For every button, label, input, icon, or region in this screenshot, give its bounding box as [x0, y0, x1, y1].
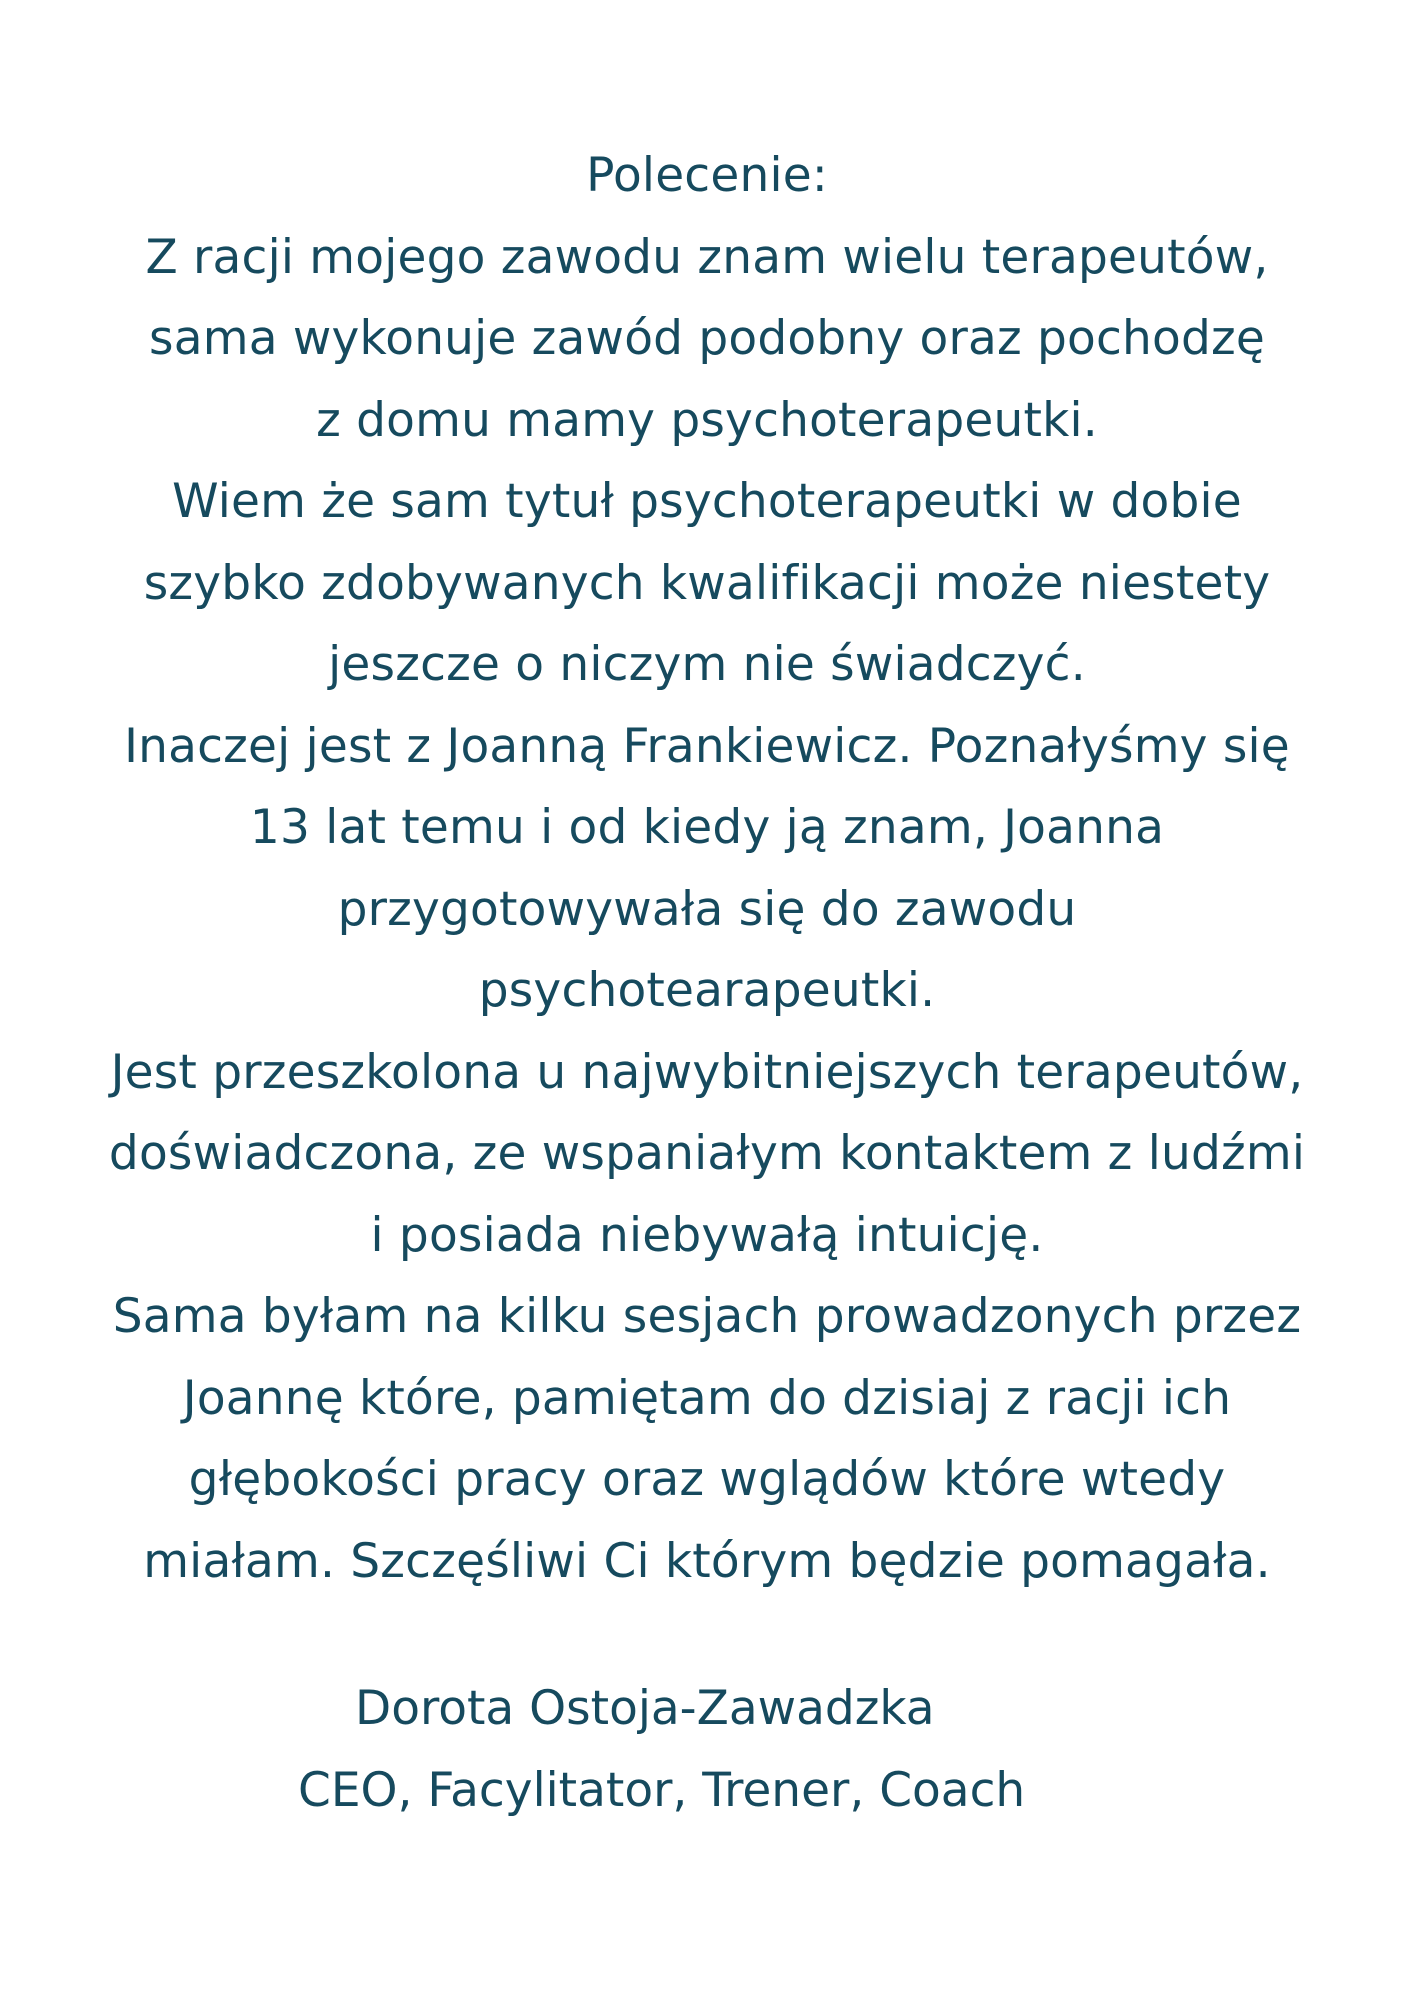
letter-line: doświadczona, ze wspaniałym kontaktem z ludźmi: [108, 1126, 1306, 1181]
letter-line: głębokości pracy oraz wglądów które wtedy: [188, 1452, 1226, 1507]
letter-line: miałam. Szczęśliwi Ci którym będzie pomagała.: [143, 1533, 1271, 1589]
letter-line: przygotowywała się do zawodu: [337, 881, 1077, 937]
signature-role: CEO, Facylitator, Trener, Coach: [298, 1762, 1026, 1818]
letter-heading: Polecenie:: [586, 148, 828, 203]
letter-line: sama wykonuje zawód podobny oraz pochodzę: [149, 311, 1265, 366]
recommendation-letter: [40, 135, 1374, 1602]
letter-line: jeszcze o niczym nie świadczyć.: [328, 637, 1086, 692]
letter-line: Inaczej jest z Joanną Frankiewicz. Poznałyśmy się: [124, 718, 1290, 774]
letter-line: Z racji mojego zawodu znam wielu terapeutów,: [145, 229, 1269, 285]
letter-line: Joannę które, pamiętam do dzisiaj z racji ich: [182, 1370, 1232, 1426]
letter-line: Wiem że sam tytuł psychoterapeutki w dobie: [172, 474, 1242, 529]
letter-line: i posiada niebywałą intuicję.: [370, 1207, 1044, 1263]
letter-line: szybko zdobywanych kwalifikacji może niestety: [143, 555, 1271, 611]
letter-line: z domu mamy psychoterapeutki.: [316, 392, 1098, 448]
signature-name: Dorota Ostoja-Zawadzka: [355, 1681, 935, 1736]
letter-line: 13 lat temu i od kiedy ją znam, Joanna: [249, 800, 1165, 855]
letter-line: psychotearapeutki.: [478, 963, 936, 1018]
letter-line: Sama byłam na kilku sesjach prowadzonych przez: [112, 1289, 1302, 1344]
letter-line: Jest przeszkolona u najwybitniejszych terapeutów,: [110, 1044, 1304, 1100]
